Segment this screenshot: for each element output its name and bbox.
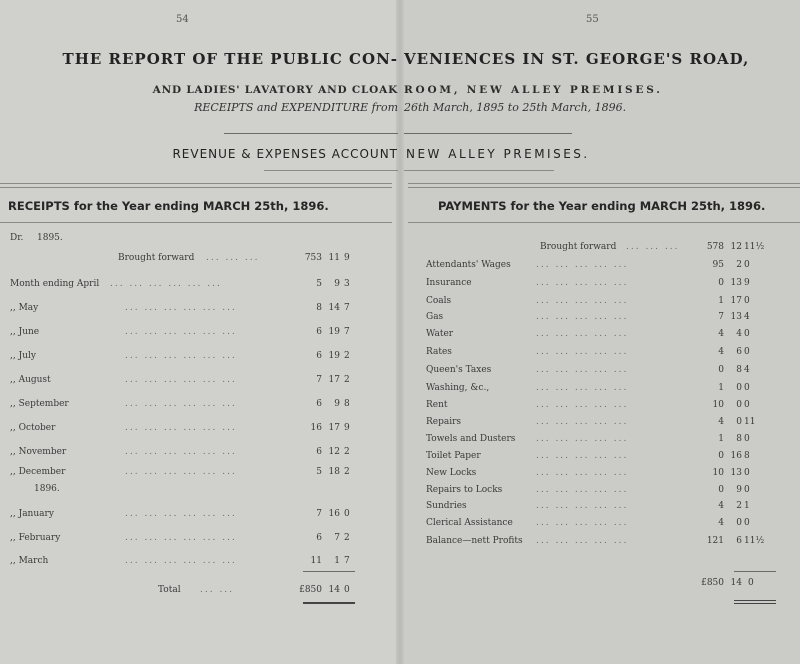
subtitle-right: ROOM, NEW ALLEY PREMISES. bbox=[404, 84, 663, 96]
amount-shillings: 1 bbox=[334, 556, 340, 566]
total-rule-top bbox=[303, 571, 355, 572]
amount-pounds: 753 bbox=[304, 253, 322, 263]
divider bbox=[0, 222, 392, 223]
payment-row bbox=[426, 416, 796, 428]
amount-shillings: 13 bbox=[730, 278, 742, 288]
payment-row bbox=[426, 364, 796, 376]
amount-pence: 4 bbox=[744, 312, 750, 322]
payments-heading: PAYMENTS for the Year ending MARCH 25th, 1896. bbox=[438, 199, 766, 213]
amount-pounds: 1 bbox=[718, 296, 724, 306]
receipt-row bbox=[10, 532, 400, 544]
amount-pence: 2 bbox=[344, 375, 350, 385]
row-label: ,, November bbox=[10, 447, 67, 457]
leader-dots: ... ... ... ... ... bbox=[536, 365, 629, 375]
amount-shillings: 0 bbox=[736, 417, 742, 427]
amount-pounds: 4 bbox=[718, 417, 724, 427]
total-rule-bottom bbox=[303, 602, 355, 604]
row-label: ,, June bbox=[10, 327, 40, 337]
payment-row bbox=[426, 535, 796, 547]
payment-row bbox=[426, 467, 796, 479]
row-label: Rent bbox=[426, 400, 448, 410]
leader-dots: ... ... ... ... ... ... bbox=[125, 399, 237, 409]
row-label: Coals bbox=[426, 296, 452, 306]
receipt-row bbox=[10, 466, 400, 478]
dr-label: Dr. bbox=[10, 233, 24, 243]
amount-pounds: 0 bbox=[718, 278, 724, 288]
leader-dots: ... ... ... ... ... ... bbox=[125, 533, 237, 543]
leader-dots: ... ... ... ... ... bbox=[536, 383, 629, 393]
leader-dots: ... ... ... ... ... ... bbox=[125, 467, 237, 477]
page-number-left: 54 bbox=[176, 14, 189, 25]
amount-shillings: 19 bbox=[328, 351, 340, 361]
amount-shillings: 12 bbox=[730, 242, 742, 252]
leader-dots: ... ... ... ... ... ... bbox=[125, 327, 237, 337]
row-label: Repairs bbox=[426, 417, 462, 427]
row-label: Towels and Dusters bbox=[426, 434, 516, 444]
amount-pounds: 6 bbox=[316, 447, 322, 457]
payment-row bbox=[426, 277, 796, 289]
divider bbox=[0, 183, 392, 184]
receipt-row bbox=[10, 446, 400, 458]
total-rule-bottom bbox=[734, 600, 776, 601]
row-label: ,, September bbox=[10, 399, 69, 409]
amount-pounds: 8 bbox=[316, 303, 322, 313]
receipt-row bbox=[10, 398, 400, 410]
leader-dots: ... ... ... ... ... bbox=[536, 501, 629, 511]
amount-pounds: 1 bbox=[718, 434, 724, 444]
amount-pounds: 4 bbox=[718, 329, 724, 339]
row-label: Sundries bbox=[426, 501, 467, 511]
amount-pounds: 0 bbox=[718, 485, 724, 495]
divider bbox=[0, 187, 392, 188]
amount-pounds: 10 bbox=[712, 400, 724, 410]
leader-dots: ... ... ... ... ... bbox=[536, 296, 629, 306]
amount-shillings: 14 bbox=[730, 578, 742, 588]
amount-shillings: 9 bbox=[334, 399, 340, 409]
leader-dots: ... ... ... ... ... bbox=[536, 260, 629, 270]
row-label: Balance—nett Profits bbox=[426, 536, 523, 546]
amount-pounds: 95 bbox=[712, 260, 724, 270]
amount-pence: 2 bbox=[344, 467, 350, 477]
row-label: ,, October bbox=[10, 423, 56, 433]
leader-dots: ... ... ... ... ... bbox=[536, 329, 629, 339]
amount-pounds: 0 bbox=[718, 451, 724, 461]
title-left: THE REPORT OF THE PUBLIC CON- bbox=[62, 50, 398, 68]
payment-row bbox=[426, 259, 796, 271]
amount-shillings: 6 bbox=[736, 536, 742, 546]
receipt-row bbox=[10, 555, 400, 567]
amount-pounds: £850 bbox=[299, 585, 322, 595]
divider bbox=[404, 170, 554, 171]
period-right: 26th March, 1895 to 25th March, 1896. bbox=[404, 101, 627, 114]
row-label: Attendants' Wages bbox=[426, 260, 511, 270]
year-1896: 1896. bbox=[34, 484, 60, 494]
amount-pence: 9 bbox=[344, 253, 350, 263]
row-label: ,, August bbox=[10, 375, 51, 385]
amount-pence: 0 bbox=[744, 434, 750, 444]
period-left: RECEIPTS and EXPENDITURE from bbox=[194, 101, 398, 114]
amount-shillings: 13 bbox=[730, 468, 742, 478]
amount-pence: 0 bbox=[744, 260, 750, 270]
row-label: Repairs to Locks bbox=[426, 485, 503, 495]
row-label: ,, January bbox=[10, 509, 54, 519]
amount-pounds: 6 bbox=[316, 351, 322, 361]
row-label: ,, July bbox=[10, 351, 36, 361]
amount-pence: 3 bbox=[344, 279, 350, 289]
amount-pence: 11½ bbox=[744, 536, 765, 546]
row-label: Month ending April bbox=[10, 279, 100, 289]
payment-row bbox=[426, 346, 796, 358]
total-rule-bottom bbox=[734, 603, 776, 604]
receipt-row bbox=[10, 326, 400, 338]
amount-shillings: 16 bbox=[328, 509, 340, 519]
amount-shillings: 14 bbox=[328, 585, 340, 595]
amount-shillings: 8 bbox=[736, 365, 742, 375]
amount-pence: 2 bbox=[344, 447, 350, 457]
amount-shillings: 8 bbox=[736, 434, 742, 444]
row-label: New Locks bbox=[426, 468, 477, 478]
amount-pounds: 578 bbox=[706, 242, 724, 252]
title-right: VENIENCES IN ST. GEORGE'S ROAD, bbox=[404, 50, 750, 68]
amount-shillings: 2 bbox=[736, 260, 742, 270]
amount-shillings: 19 bbox=[328, 327, 340, 337]
leader-dots: ... ... ... ... ... bbox=[536, 468, 629, 478]
amount-shillings: 7 bbox=[334, 533, 340, 543]
row-label: Brought forward bbox=[118, 253, 195, 263]
amount-pence: 8 bbox=[344, 399, 350, 409]
leader-dots: ... ... ... ... ... bbox=[536, 417, 629, 427]
amount-pounds: 4 bbox=[718, 518, 724, 528]
amount-pence: 11 bbox=[744, 417, 756, 427]
amount-pounds: 4 bbox=[718, 501, 724, 511]
amount-pence: 0 bbox=[744, 329, 750, 339]
row-label: Gas bbox=[426, 312, 444, 322]
amount-pence: 4 bbox=[744, 365, 750, 375]
amount-pence: 2 bbox=[344, 533, 350, 543]
leader-dots: ... ... ... ... ... bbox=[536, 278, 629, 288]
receipt-row bbox=[0, 252, 390, 264]
amount-shillings: 6 bbox=[736, 347, 742, 357]
leader-dots: ... ... ... ... ... bbox=[536, 312, 629, 322]
payment-row bbox=[426, 311, 796, 323]
amount-pounds: 7 bbox=[316, 375, 322, 385]
divider bbox=[408, 183, 800, 184]
leader-dots: ... ... ... ... ... bbox=[536, 536, 629, 546]
amount-shillings: 13 bbox=[730, 312, 742, 322]
amount-pounds: 6 bbox=[316, 399, 322, 409]
payment-row bbox=[426, 328, 796, 340]
amount-shillings: 12 bbox=[328, 447, 340, 457]
amount-shillings: 11 bbox=[328, 253, 340, 263]
divider bbox=[408, 187, 800, 188]
payment-row bbox=[426, 382, 796, 394]
amount-shillings: 0 bbox=[736, 383, 742, 393]
leader-dots: ... ... ... ... ... bbox=[536, 400, 629, 410]
amount-pounds: 16 bbox=[310, 423, 322, 433]
payment-row bbox=[426, 484, 796, 496]
row-label: Rates bbox=[426, 347, 452, 357]
amount-pounds: £850 bbox=[701, 578, 724, 588]
amount-pence: 0 bbox=[744, 347, 750, 357]
amount-pence: 0 bbox=[744, 468, 750, 478]
amount-pounds: 7 bbox=[316, 509, 322, 519]
payment-row bbox=[426, 500, 796, 512]
amount-pounds: 1 bbox=[718, 383, 724, 393]
amount-pence: 7 bbox=[344, 303, 350, 313]
amount-shillings: 0 bbox=[736, 400, 742, 410]
amount-pence: 0 bbox=[344, 585, 350, 595]
amount-pence: 8 bbox=[744, 451, 750, 461]
amount-pence: 7 bbox=[344, 556, 350, 566]
payment-row bbox=[426, 517, 796, 529]
amount-pounds: 5 bbox=[316, 467, 322, 477]
amount-pence: 2 bbox=[344, 351, 350, 361]
amount-shillings: 18 bbox=[328, 467, 340, 477]
amount-pounds: 6 bbox=[316, 327, 322, 337]
row-label: ,, February bbox=[10, 533, 61, 543]
leader-dots: ... ... ... bbox=[626, 242, 680, 252]
leader-dots: ... ... ... ... ... bbox=[536, 451, 629, 461]
leader-dots: ... ... bbox=[200, 585, 235, 595]
amount-shillings: 14 bbox=[328, 303, 340, 313]
subtitle-left: AND LADIES' LAVATORY AND CLOAK bbox=[152, 84, 398, 96]
row-label: Insurance bbox=[426, 278, 472, 288]
leader-dots: ... ... ... ... ... bbox=[536, 434, 629, 444]
page-number-right: 55 bbox=[586, 14, 599, 25]
receipt-row bbox=[10, 508, 400, 520]
amount-pence: 0 bbox=[744, 296, 750, 306]
divider bbox=[408, 222, 800, 223]
amount-pounds: 7 bbox=[718, 312, 724, 322]
leader-dots: ... ... ... ... ... ... bbox=[125, 303, 237, 313]
receipt-row bbox=[10, 422, 400, 434]
payment-row bbox=[426, 433, 796, 445]
receipt-row bbox=[10, 350, 400, 362]
amount-pence: 0 bbox=[744, 485, 750, 495]
row-label: Brought forward bbox=[540, 242, 617, 252]
amount-shillings: 2 bbox=[736, 501, 742, 511]
row-label: Water bbox=[426, 329, 454, 339]
divider bbox=[264, 170, 398, 171]
amount-shillings: 9 bbox=[334, 279, 340, 289]
account-title-right: NEW ALLEY PREMISES. bbox=[406, 147, 590, 161]
divider bbox=[404, 133, 572, 134]
receipts-heading: RECEIPTS for the Year ending MARCH 25th, 1896. bbox=[8, 199, 329, 213]
amount-pounds: 11 bbox=[310, 556, 322, 566]
leader-dots: ... ... ... ... ... ... bbox=[125, 509, 237, 519]
row-label: ,, December bbox=[10, 467, 66, 477]
amount-pence: 9 bbox=[344, 423, 350, 433]
divider bbox=[224, 133, 398, 134]
amount-pence: 0 bbox=[744, 383, 750, 393]
row-label: Clerical Assistance bbox=[426, 518, 513, 528]
amount-shillings: 16 bbox=[730, 451, 742, 461]
amount-shillings: 17 bbox=[328, 423, 340, 433]
row-label: Washing, &c., bbox=[426, 383, 490, 393]
total-rule-top bbox=[734, 571, 776, 572]
receipt-row bbox=[10, 374, 400, 386]
amount-pounds: 10 bbox=[712, 468, 724, 478]
row-label: Queen's Taxes bbox=[426, 365, 492, 375]
amount-pence: 0 bbox=[744, 518, 750, 528]
leader-dots: ... ... ... ... ... bbox=[536, 485, 629, 495]
row-label: Total bbox=[158, 585, 181, 595]
amount-shillings: 0 bbox=[736, 518, 742, 528]
payment-row bbox=[426, 295, 796, 307]
leader-dots: ... ... ... ... ... bbox=[536, 518, 629, 528]
amount-shillings: 4 bbox=[736, 329, 742, 339]
amount-pounds: 5 bbox=[316, 279, 322, 289]
amount-pounds: 4 bbox=[718, 347, 724, 357]
payment-row bbox=[426, 399, 796, 411]
amount-shillings: 9 bbox=[736, 485, 742, 495]
leader-dots: ... ... ... ... ... ... bbox=[125, 375, 237, 385]
amount-pounds: 0 bbox=[718, 365, 724, 375]
payment-row bbox=[426, 450, 796, 462]
receipt-row bbox=[10, 302, 400, 314]
payment-total-row bbox=[426, 577, 796, 589]
amount-pence: 0 bbox=[744, 400, 750, 410]
amount-pence: 11½ bbox=[744, 242, 765, 252]
leader-dots: ... ... ... ... ... ... bbox=[110, 279, 222, 289]
leader-dots: ... ... ... ... ... ... bbox=[125, 423, 237, 433]
leader-dots: ... ... ... ... ... ... bbox=[125, 556, 237, 566]
leader-dots: ... ... ... ... ... ... bbox=[125, 351, 237, 361]
amount-shillings: 17 bbox=[730, 296, 742, 306]
amount-shillings: 17 bbox=[328, 375, 340, 385]
receipt-row bbox=[10, 278, 400, 290]
amount-pence: 1 bbox=[744, 501, 750, 511]
amount-pence: 9 bbox=[744, 278, 750, 288]
row-label: ,, March bbox=[10, 556, 49, 566]
amount-pence: 0 bbox=[344, 509, 350, 519]
leader-dots: ... ... ... bbox=[206, 253, 260, 263]
row-label: Toilet Paper bbox=[426, 451, 481, 461]
payment-row bbox=[426, 241, 796, 253]
amount-pounds: 121 bbox=[706, 536, 724, 546]
year-1895: 1895. bbox=[37, 233, 63, 243]
receipt-row bbox=[0, 584, 390, 596]
leader-dots: ... ... ... ... ... bbox=[536, 347, 629, 357]
amount-pence: 7 bbox=[344, 327, 350, 337]
row-label: ,, May bbox=[10, 303, 39, 313]
account-title-left: REVENUE & EXPENSES ACCOUNT bbox=[172, 147, 398, 161]
amount-pence: 0 bbox=[748, 578, 754, 588]
leader-dots: ... ... ... ... ... ... bbox=[125, 447, 237, 457]
amount-pounds: 6 bbox=[316, 533, 322, 543]
